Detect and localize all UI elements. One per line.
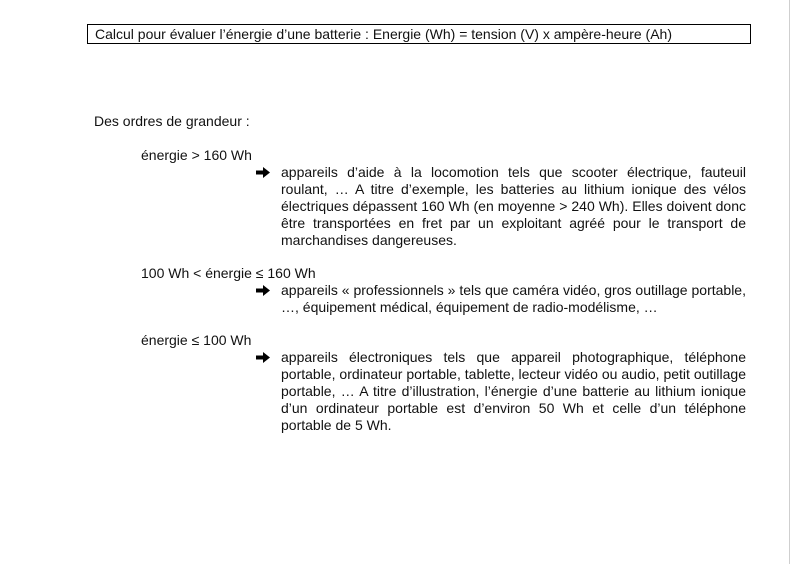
page-edge-divider bbox=[789, 0, 790, 564]
category-description: appareils d’aide à la locomotion tels que scooter électrique, fauteuil roulant, … A titre d’exemple, les batteries au lithium ionique des vélos électriques dépassent 160 Wh (en moyenne > 240 Wh). Elles doivent donc être transportées en fret par un exploitant agréé pour le transport de marchandises dangereuses. bbox=[281, 164, 746, 248]
arrow-right-icon bbox=[254, 349, 272, 366]
intro-heading: Des ordres de grandeur : bbox=[94, 113, 250, 129]
arrow-right-icon bbox=[254, 282, 272, 299]
category-description: appareils électroniques tels que appareil photographique, téléphone portable, ordinateur portable, tablette, lecteur vidéo ou audio, petit outillage portable, … A titre d’illustration, l’énergie d’une batterie au lithium ionique d’un ordinateur portable est d’environ 50 Wh et celle d’un téléphone portable de 5 Wh. bbox=[281, 349, 746, 433]
category-label: énergie > 160 Wh bbox=[141, 147, 252, 163]
formula-text: Calcul pour évaluer l’énergie d’une batterie : Energie (Wh) = tension (V) x ampère-heure (Ah) bbox=[95, 26, 673, 42]
category-description: appareils « professionnels » tels que caméra vidéo, gros outillage portable, …, équipement médical, équipement de radio-modélisme, … bbox=[281, 282, 746, 315]
category-label: 100 Wh < énergie ≤ 160 Wh bbox=[141, 265, 316, 281]
category-label: énergie ≤ 100 Wh bbox=[141, 332, 252, 348]
arrow-right-icon bbox=[254, 164, 272, 181]
formula-box bbox=[87, 24, 751, 44]
